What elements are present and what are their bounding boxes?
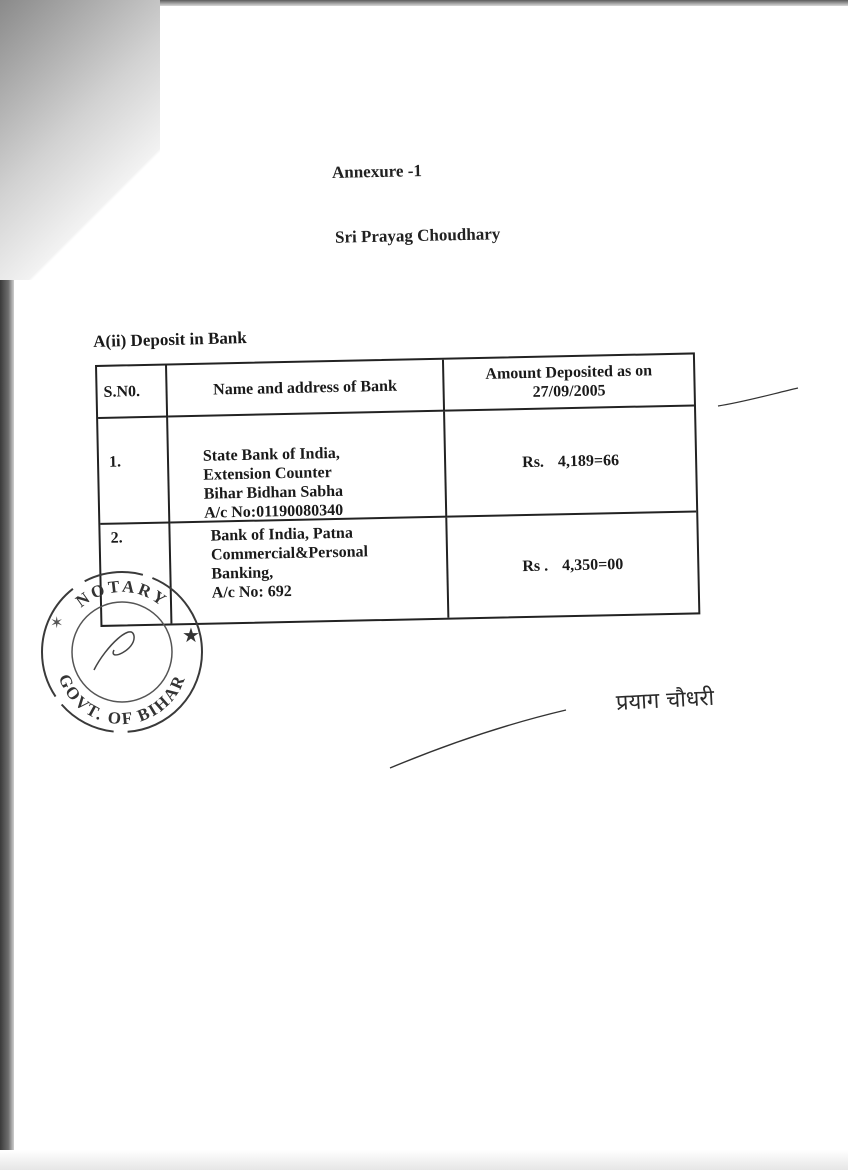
stamp-inner-signature: [94, 632, 134, 670]
folded-page-corner: [0, 0, 160, 280]
section-title: A(ii) Deposit in Bank: [93, 327, 247, 351]
row-1-bank-line: A/c No:01190080340: [203, 501, 344, 522]
header-amount-date: 27/09/2005: [532, 382, 606, 401]
person-name-heading: Sri Prayag Choudhary: [334, 224, 501, 247]
stamp-star-icon: ✶: [50, 613, 64, 632]
page-bottom-edge: [0, 1150, 848, 1170]
header-amount: [444, 354, 694, 411]
row-2-amount: [447, 512, 698, 617]
row-1-currency: Rs.: [521, 453, 545, 471]
row-1-bank-line: State Bank of India,: [202, 444, 341, 465]
pen-stroke: [716, 386, 800, 410]
stamp-star-icon: ★: [182, 623, 200, 647]
row-1-sno: 1.: [98, 417, 170, 524]
handwritten-signature: [612, 672, 782, 722]
row-1-amount-value: 4,189=66: [557, 451, 620, 470]
header-sno: S.N0.: [97, 365, 168, 418]
stamp-top-text: NOTARY: [72, 576, 172, 611]
header-bank: Name and address of Bank: [167, 360, 445, 418]
row-1-bank: [168, 412, 447, 524]
stamp-inner-ring: [72, 602, 172, 702]
row-2-sno: 2.: [100, 523, 172, 624]
row-1-bank-line: Extension Counter: [203, 464, 332, 484]
row-2-bank-line: A/c No: 692: [211, 582, 292, 602]
row-2-bank-line: Banking,: [211, 564, 274, 583]
row-2-bank-line: Bank of India, Patna: [210, 524, 354, 545]
row-1-amount: [445, 406, 696, 517]
signature-text: प्रयाग चौधरी: [615, 685, 715, 716]
row-2-amount-value: 4,350=00: [561, 555, 624, 574]
pen-stroke: [388, 706, 568, 770]
row-1-bank-line: Bihar Bidhan Sabha: [203, 482, 344, 503]
stamp-bottom-text: GOVT. OF BIHAR: [54, 671, 190, 729]
header-amount-line1: Amount Deposited as on: [485, 362, 653, 383]
row-2-currency: Rs .: [522, 557, 549, 575]
annexure-heading: Annexure -1: [331, 161, 423, 182]
stamp-outer-ring: [42, 572, 202, 732]
notary-stamp: [36, 566, 208, 738]
row-2-bank-line: Commercial&Personal: [210, 543, 369, 564]
row-2-bank: [170, 518, 449, 624]
